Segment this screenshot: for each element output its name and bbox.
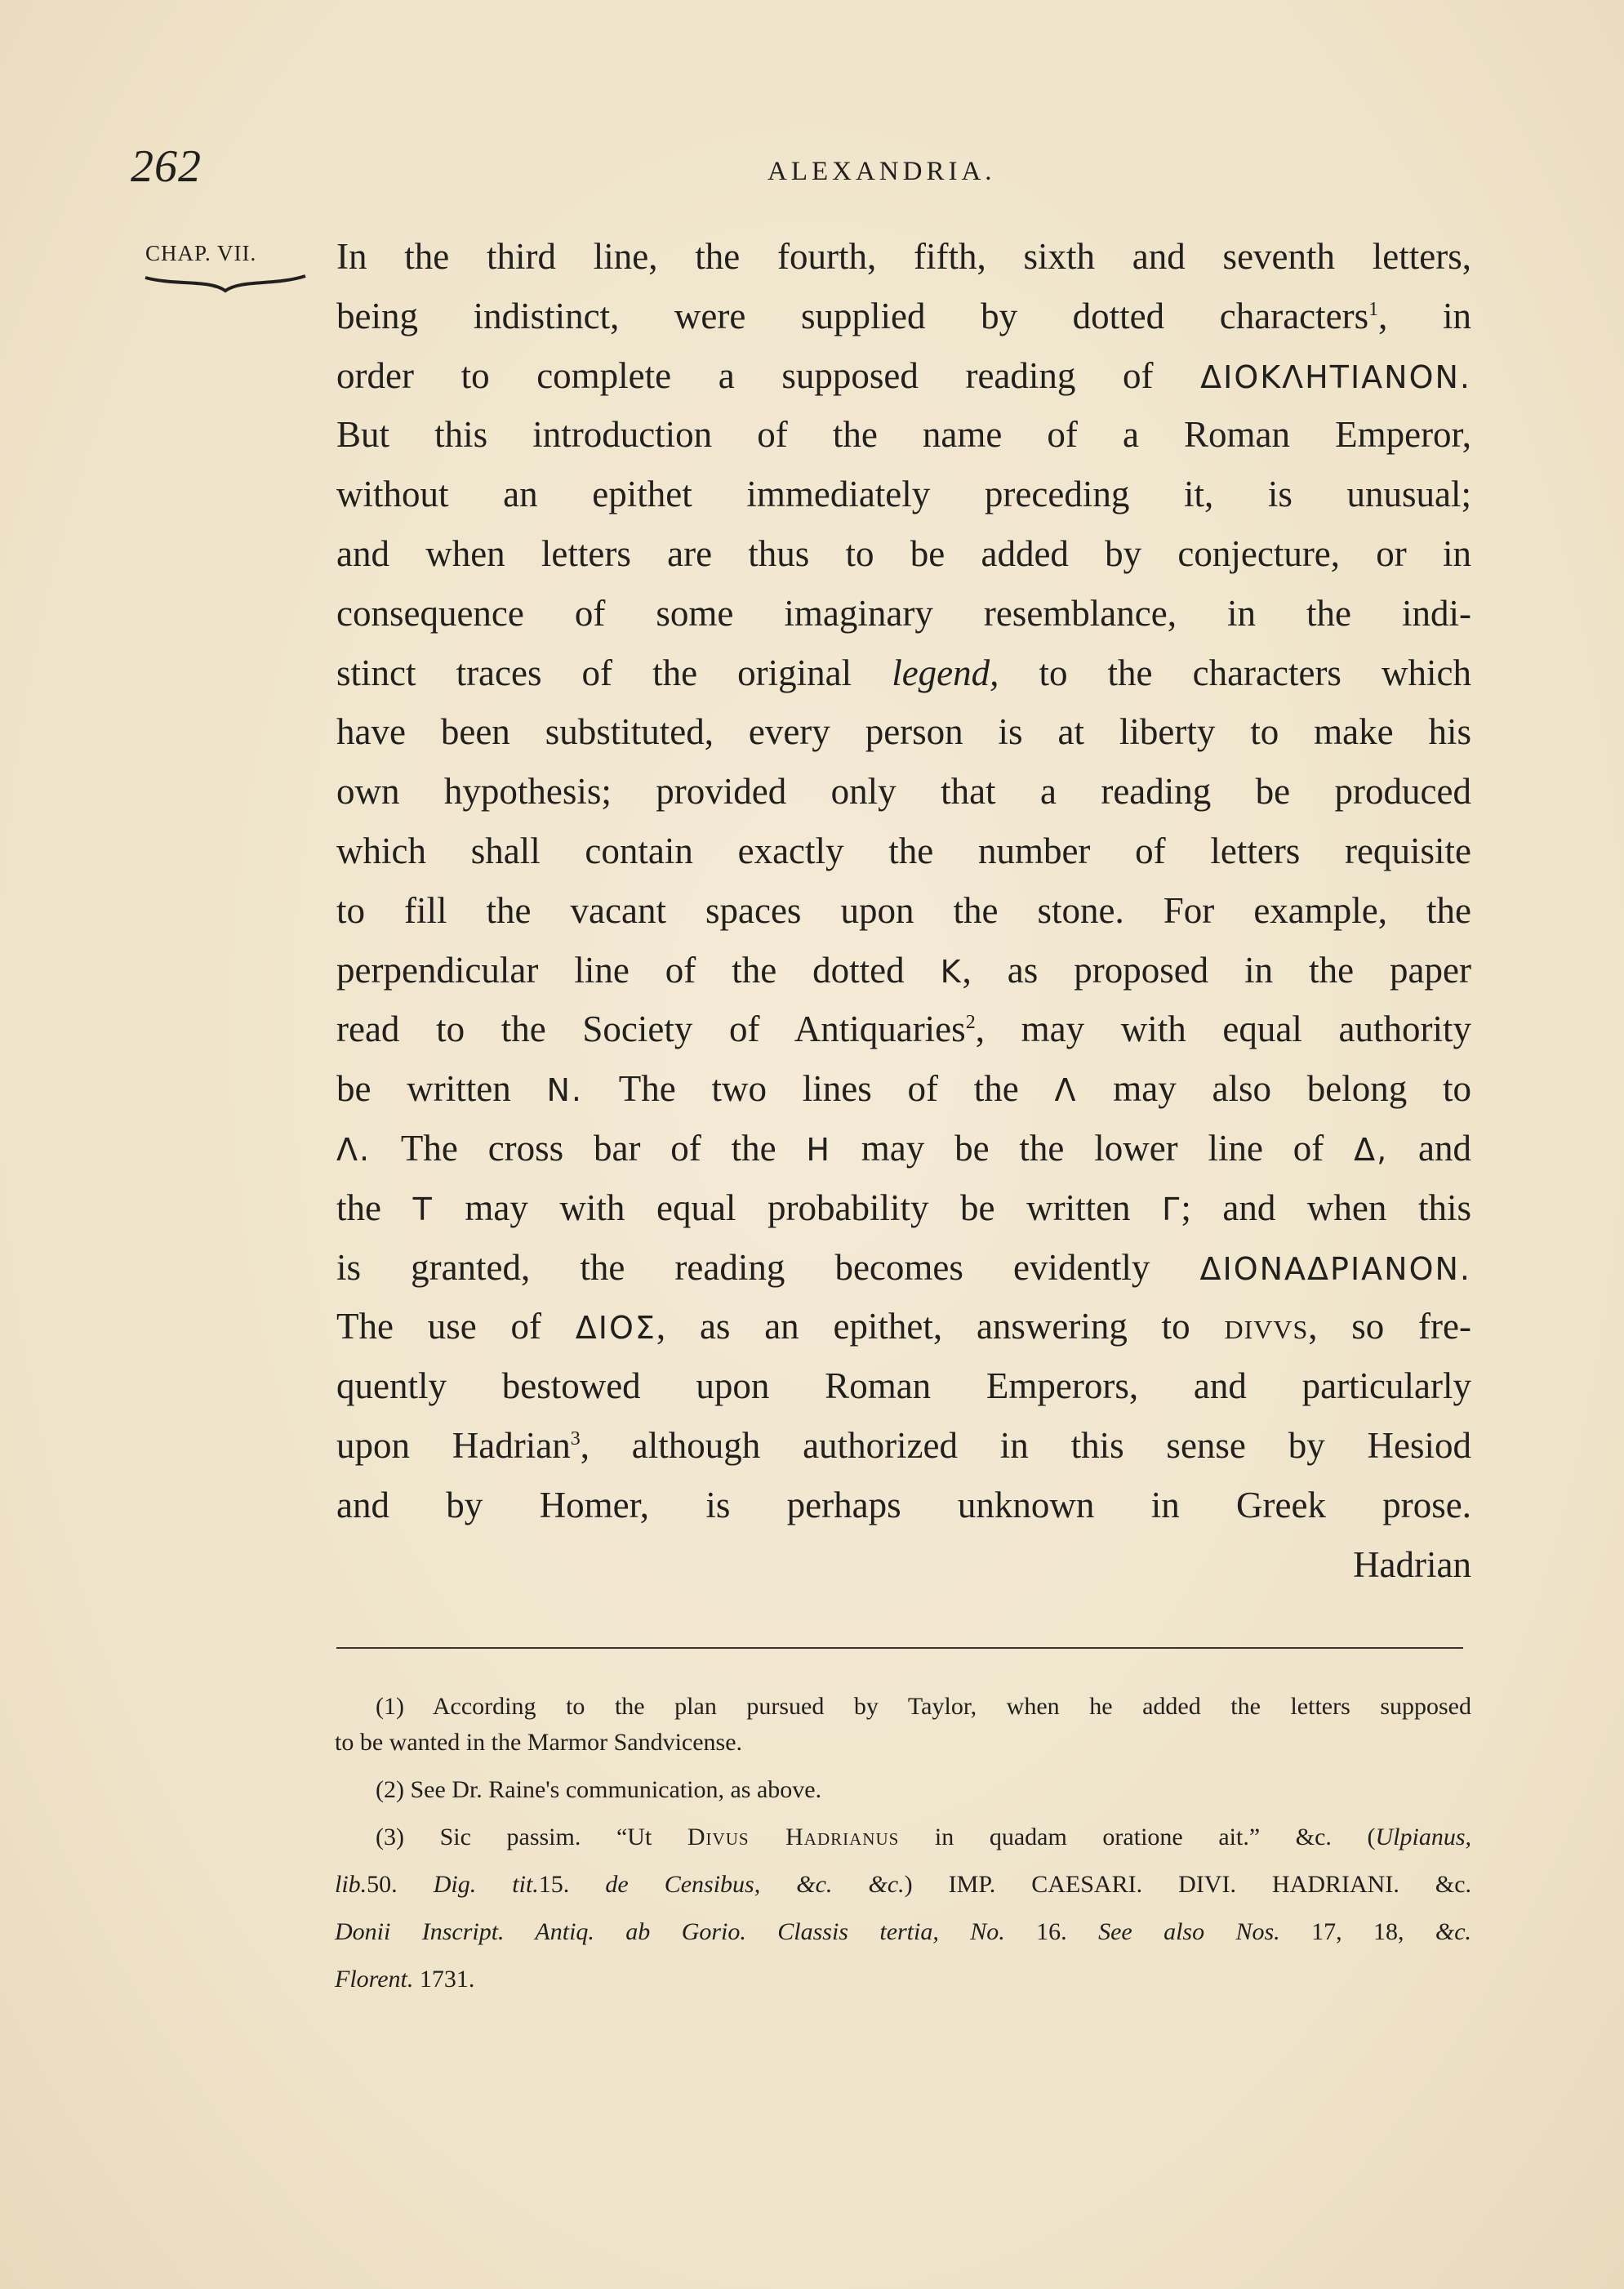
footnote-divider bbox=[336, 1647, 1463, 1649]
body-line: read to the Society of Antiquaries$^2$, may with equal authority bbox=[336, 1009, 1471, 1050]
footnote-3-continued: Donii Inscript. Antiq. ab Gorio. Classis tertia, No. 16. See also Nos. 17, 18, &c. bbox=[335, 1918, 1472, 1945]
body-line: without an epithet immediately preceding it, is unusual; bbox=[336, 474, 1471, 515]
footnote-3-continued: lib.50. Dig. tit.15. de Censibus, &c. &c.) IMP. CAESARI. DIVI. HADRIANI. &c. bbox=[335, 1871, 1472, 1898]
body-line: to fill the vacant spaces upon the stone. For example, the bbox=[336, 889, 1471, 931]
body-line: is granted, the reading becomes evidently ΔΙΟΝΑΔΡΙΑΝΟΝ. bbox=[336, 1246, 1471, 1288]
body-line: and when letters are thus to be added by conjecture, or in bbox=[336, 532, 1471, 574]
chapter-marginal-label: CHAP. VII. bbox=[145, 241, 257, 265]
body-line: Λ. The cross bar of the Η may be the lower line of Δ, and bbox=[336, 1127, 1471, 1169]
body-line: being indistinct, were supplied by dotted characters$^1$, in bbox=[336, 295, 1471, 336]
body-line: and by Homer, is perhaps unknown in Greek prose. bbox=[336, 1484, 1471, 1525]
catchword: Hadrian bbox=[1353, 1543, 1471, 1585]
body-line: quently bestowed upon Roman Emperors, and particularly bbox=[336, 1365, 1471, 1407]
body-line: upon Hadrian$^3$, although authorized in this sense by Hesiod bbox=[336, 1424, 1471, 1466]
footnote-1: (1) According to the plan pursued by Taylor, when he added the letters supposed bbox=[376, 1693, 1471, 1720]
body-line: In the third line, the fourth, fifth, sixth and seventh letters, bbox=[336, 236, 1471, 277]
footnote-1-continued: to be wanted in the Marmor Sandvicense. bbox=[335, 1729, 743, 1756]
page-number: 262 bbox=[131, 141, 202, 192]
body-line: which shall contain exactly the number of letters requisite bbox=[336, 830, 1471, 871]
body-line: stinct traces of the original legend, to the characters which bbox=[336, 652, 1471, 693]
footnotes bbox=[335, 1689, 1471, 1997]
greek-reading: ΔΙΟΚΛΗΤΙΑΝΟΝ. bbox=[1200, 358, 1471, 395]
footnote-3-continued: Florent. 1731. bbox=[335, 1966, 475, 1993]
body-line: perpendicular line of the dotted Κ, as proposed in the paper bbox=[336, 949, 1471, 991]
body-line: consequence of some imaginary resemblance, in the indi- bbox=[336, 592, 1471, 634]
footnote-ref: 3 bbox=[570, 1427, 581, 1450]
body-text bbox=[336, 227, 1471, 1594]
body-line: But this introduction of the name of a Roman Emperor, bbox=[336, 414, 1471, 456]
footnote-ref: 2 bbox=[965, 1012, 976, 1034]
body-line: have been substituted, every person is at liberty to make his bbox=[336, 711, 1471, 753]
body-line: own hypothesis; provided only that a reading be produced bbox=[336, 771, 1471, 813]
footnote-2: (2) See Dr. Raine's communication, as above. bbox=[376, 1776, 822, 1803]
running-title: ALEXANDRIA. bbox=[768, 157, 996, 186]
greek-reading: ΔΙΟΝΑΔΡΙΑΝΟΝ. bbox=[1199, 1250, 1471, 1287]
body-line: The use of ΔΙΟΣ, as an epithet, answering to divvs, so fre- bbox=[336, 1306, 1471, 1347]
body-line: order to complete a supposed reading of ΔΙΟΚΛΗΤΙΑΝΟΝ. bbox=[336, 354, 1471, 396]
body-line: the Τ may with equal probability be written Γ; and when this bbox=[336, 1187, 1471, 1228]
footnote-ref: 1 bbox=[1368, 298, 1379, 320]
chapter-brace-ornament bbox=[144, 273, 307, 297]
body-line: be written Ν. The two lines of the Λ may also belong to bbox=[336, 1068, 1471, 1110]
footnote-3: (3) Sic passim. “Ut Divus Hadrianus in quadam oratione ait.” &c. (Ulpianus, bbox=[376, 1824, 1471, 1850]
